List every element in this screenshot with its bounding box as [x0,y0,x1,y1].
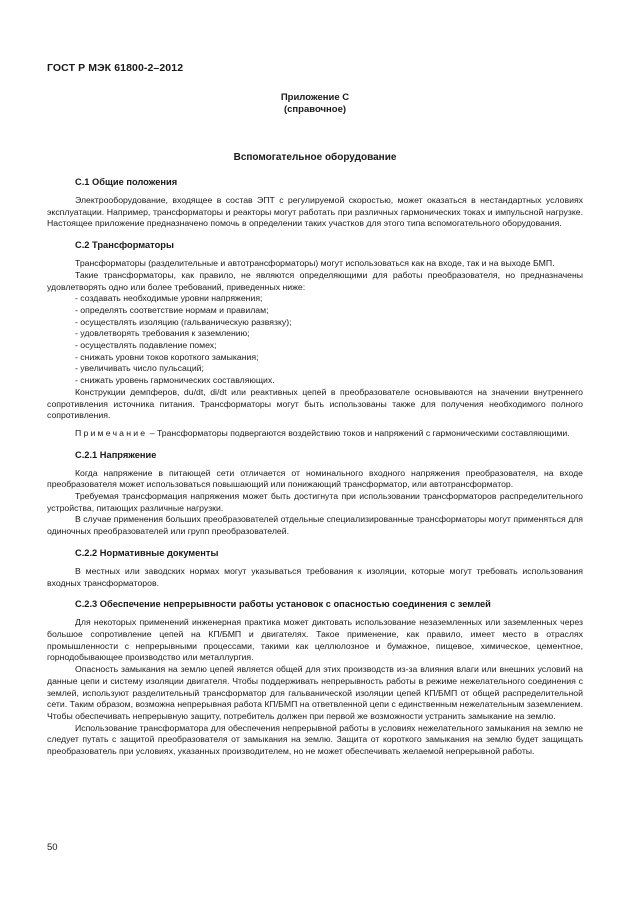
appendix-type: (справочное) [283,104,347,115]
list-item: - удовлетворять требования к заземлению; [75,328,250,339]
section-heading: С.2.1 Напряжение [75,449,157,460]
note-label: Примечание [75,427,148,438]
paragraph: Опасность замыкания на землю цепей является общей для этих производств из-за влияния влаги или внешних условий на данные цепи и систему изоляции двигателя. Чтобы поддерживать непрерывность работы в режиме нежелательного соединения с землей, используют разделительный трансформатор для гальванической изоляции цепей КП/БМП от общей распределительной сети. Таким образом, возможна непрерывная работа КП/БМП на ответвленной цепи с единственным нежелательным заземлением. Чтобы обеспечивать непрерывную защиту, потребитель должен при первой же возможности устранить замыкание на землю. [47,664,583,721]
paragraph: В местных или заводских нормах могут указываться требования к изоляции, которые могут требовать использования входных трансформаторов. [47,565,583,588]
paragraph: Конструкции демпферов, du/dt, di/dt или реактивных цепей в преобразователе основываются на значении внутреннего сопротивления источника питания. Трансформаторы могут быть использованы также для получения необходимого полного сопротивления. [47,386,583,421]
section-c2 [47,239,583,440]
list-item: - снижать уровни токов короткого замыкания; [75,351,259,362]
list-item: - создавать необходимые уровни напряжения; [75,293,263,304]
section-heading: С.2 Трансформаторы [75,240,174,251]
list-item: - осуществлять изоляцию (гальваническую развязку); [75,316,292,327]
note [47,428,583,440]
list-item: - увеличивать число пульсаций; [75,363,204,374]
section-c2-2 [47,547,583,589]
list-item: - определять соответствие нормам и правилам; [75,304,269,315]
requirements-list [47,293,583,387]
section-heading: С.2.3 Обеспечение непрерывности работы установок с опасностью соединения с землей [75,599,491,610]
list-item: - осуществлять подавление помех; [75,340,217,351]
paragraph: Использование трансформатора для обеспечения непрерывной работы в условиях нежелательного замыкания на землю не следует путать с защитой преобразователя от замыкания на землю. Защита от короткого замыкания на землю будет защищать преобразователь при условиях, указанных производителем, но не может обеспечивать желаемой непрерывной работы. [47,722,583,757]
list-item: - снижать уровень гармонических составляющих. [75,375,275,386]
section-heading: С.1 Общие положения [75,177,178,187]
standard-header: ГОСТ Р МЭК 61800-2–2012 [47,62,184,74]
section-heading: С.2.2 Нормативные документы [75,547,219,558]
appendix-title: Вспомогательное оборудование [233,152,397,163]
section-c1 [47,176,583,230]
paragraph: Такие трансформаторы, как правило, не являются определяющими для работы преобразователя, но предназначены удовлетворять одно или более требований, приведенных ниже: [47,269,583,292]
paragraph: Электрооборудование, входящее в состав ЭПТ с регулируемой скоростью, может оказаться в нестандартных условиях эксплуатации. Например, трансформаторы и реакторы могут работать при различных гармонических токах и импульсной нагрузке. Настоящее приложение предназначено помочь в определении таких участков для этого типа вспомогательного оборудования. [47,195,583,229]
page-number: 50 [47,842,58,853]
paragraph: В случае применения больших преобразователей отдельные специализированные трансформаторы могут применяться для одиночных преобразователей или групп преобразователей. [47,514,583,537]
note-text: – Трансформаторы подвергаются воздействию токов и напряжений с гармоническими составляющими. [147,427,570,438]
paragraph: Трансформаторы (разделительные и автотрансформаторы) могут использоваться как на входе, так и на выходе БМП. [75,258,555,269]
section-c2-1 [47,449,583,538]
document-body [47,176,583,767]
paragraph: Требуемая трансформация напряжения может быть достигнута при использовании трансформаторов распределительного устройства, питающих различные нагрузки. [47,491,583,513]
section-c2-3 [47,598,583,757]
appendix-label: Приложение С [280,92,350,103]
appendix-heading [0,92,630,116]
paragraph: Для некоторых применений инженерная практика может диктовать использование незаземленных или заземленных через большое сопротивление цепей на КП/БМП и двигателях. Такое применение, как правило, имеет место в отраслях промышленности с непрерывными процессами, такими как целлюлозное и бумажное, пищевое, химическое, цементное, горнодобывающее производство или металлургия. [47,617,583,663]
paragraph: Когда напряжение в питающей сети отличается от номинального входного напряжения преобразователя, на входе преобразователя может использоваться повышающий или понижающий трансформатор, или автотрансформатор. [47,467,583,490]
